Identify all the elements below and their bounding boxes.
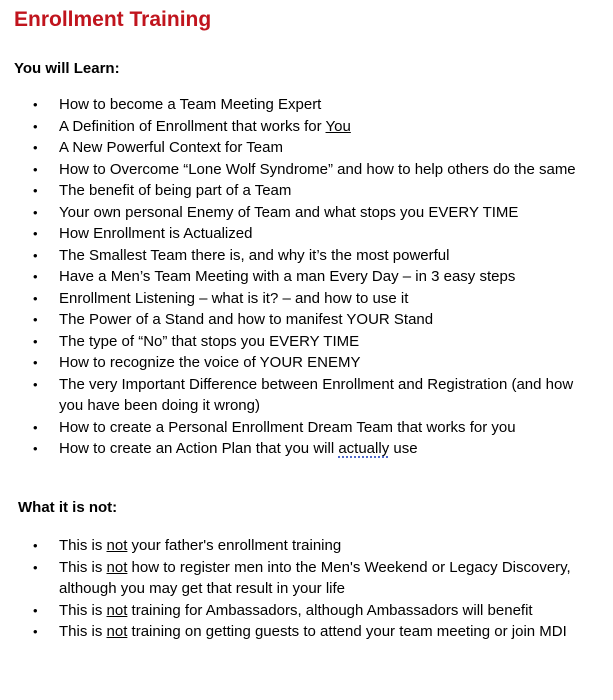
item-text-end: how to register men into the Men's Weekend or Legacy Discovery, although you may get that result in your life — [59, 558, 571, 597]
item-text: Have a Men’s Team Meeting with a man Every Day – in 3 easy steps — [59, 268, 516, 285]
bullet-icon: • — [33, 140, 38, 155]
bullet-icon: • — [33, 118, 38, 134]
item-text: A Definition of Enrollment that works for — [59, 117, 326, 135]
list-item — [0, 438, 584, 460]
list-item — [0, 557, 584, 600]
bullet-icon: • — [33, 602, 38, 618]
bullet-icon: • — [33, 419, 38, 435]
list-item — [0, 266, 584, 288]
underlined-text: You — [325, 117, 351, 135]
document-title: Enrollment Training — [14, 8, 212, 31]
list-item — [0, 309, 584, 331]
item-text: How to Overcome “Lone Wolf Syndrome” and how to help others do the same — [59, 160, 576, 178]
item-text: The benefit of being part of a Team — [59, 182, 292, 199]
bullet-icon: • — [33, 376, 38, 392]
list-item — [0, 331, 584, 353]
list-item — [0, 417, 584, 439]
bullet-icon: • — [33, 355, 38, 370]
item-text: Enrollment Listening – what is it? – and how to use it — [59, 289, 409, 307]
item-text: How to create a Personal Enrollment Dream Team that works for you — [59, 418, 516, 436]
not-list — [0, 535, 600, 643]
item-text: How to create an Action Plan that you will — [59, 440, 339, 457]
bullet-icon: • — [33, 97, 38, 112]
bullet-icon: • — [33, 290, 38, 306]
item-text: Your own personal Enemy of Team and what stops you EVERY TIME — [59, 203, 519, 221]
bullet-icon: • — [33, 624, 38, 639]
bullet-icon: • — [33, 247, 38, 263]
bullet-icon: • — [33, 269, 38, 284]
list-item — [0, 600, 584, 622]
underlined-text: not — [106, 537, 128, 554]
item-text-end: your father's enrollment training — [127, 537, 342, 554]
list-item — [0, 535, 584, 557]
bullet-icon: • — [33, 226, 38, 241]
learn-list — [0, 94, 600, 460]
list-item — [0, 180, 584, 202]
item-text-end: use — [389, 440, 418, 457]
underlined-text: not — [106, 623, 128, 640]
list-item — [0, 94, 584, 116]
underlined-text: not — [106, 558, 128, 576]
item-text: How to become a Team Meeting Expert — [59, 96, 322, 113]
bullet-icon: • — [33, 183, 38, 198]
bullet-icon: • — [33, 559, 38, 575]
item-text: This is — [59, 623, 107, 640]
list-item — [0, 137, 584, 159]
item-text-end: training for Ambassadors, although Ambassadors will benefit — [127, 601, 533, 619]
item-text-end: training on getting guests to attend your team meeting or join MDI — [127, 623, 567, 640]
item-text: This is — [59, 601, 107, 619]
item-text: The Smallest Team there is, and why it’s the most powerful — [59, 246, 450, 264]
list-item — [0, 116, 584, 138]
item-text: How Enrollment is Actualized — [59, 225, 253, 242]
item-text: This is — [59, 537, 107, 554]
item-text: The type of “No” that stops you EVERY TIME — [59, 332, 360, 350]
bullet-icon: • — [33, 161, 38, 177]
list-item — [0, 352, 584, 374]
list-item — [0, 159, 584, 181]
list-item — [0, 223, 584, 245]
bullet-icon: • — [33, 312, 38, 327]
item-text: The very Important Difference between Enrollment and Registration (and how you have been doing it wrong) — [59, 375, 574, 414]
bullet-icon: • — [33, 204, 38, 220]
item-text: The Power of a Stand and how to manifest YOUR Stand — [59, 311, 434, 328]
underlined-text: not — [106, 601, 128, 619]
item-text: This is — [59, 558, 107, 576]
list-item — [0, 202, 584, 224]
list-item — [0, 374, 584, 417]
bullet-icon: • — [33, 538, 38, 553]
list-item — [0, 621, 584, 643]
list-item — [0, 245, 584, 267]
flagged-text: actually — [338, 440, 390, 457]
bullet-icon: • — [33, 441, 38, 456]
item-text: A New Powerful Context for Team — [59, 139, 283, 156]
item-text: How to recognize the voice of YOUR ENEMY — [59, 354, 361, 371]
bullet-icon: • — [33, 333, 38, 349]
not-heading: What it is not: — [18, 499, 118, 516]
list-item — [0, 288, 584, 310]
learn-heading: You will Learn: — [14, 60, 120, 77]
